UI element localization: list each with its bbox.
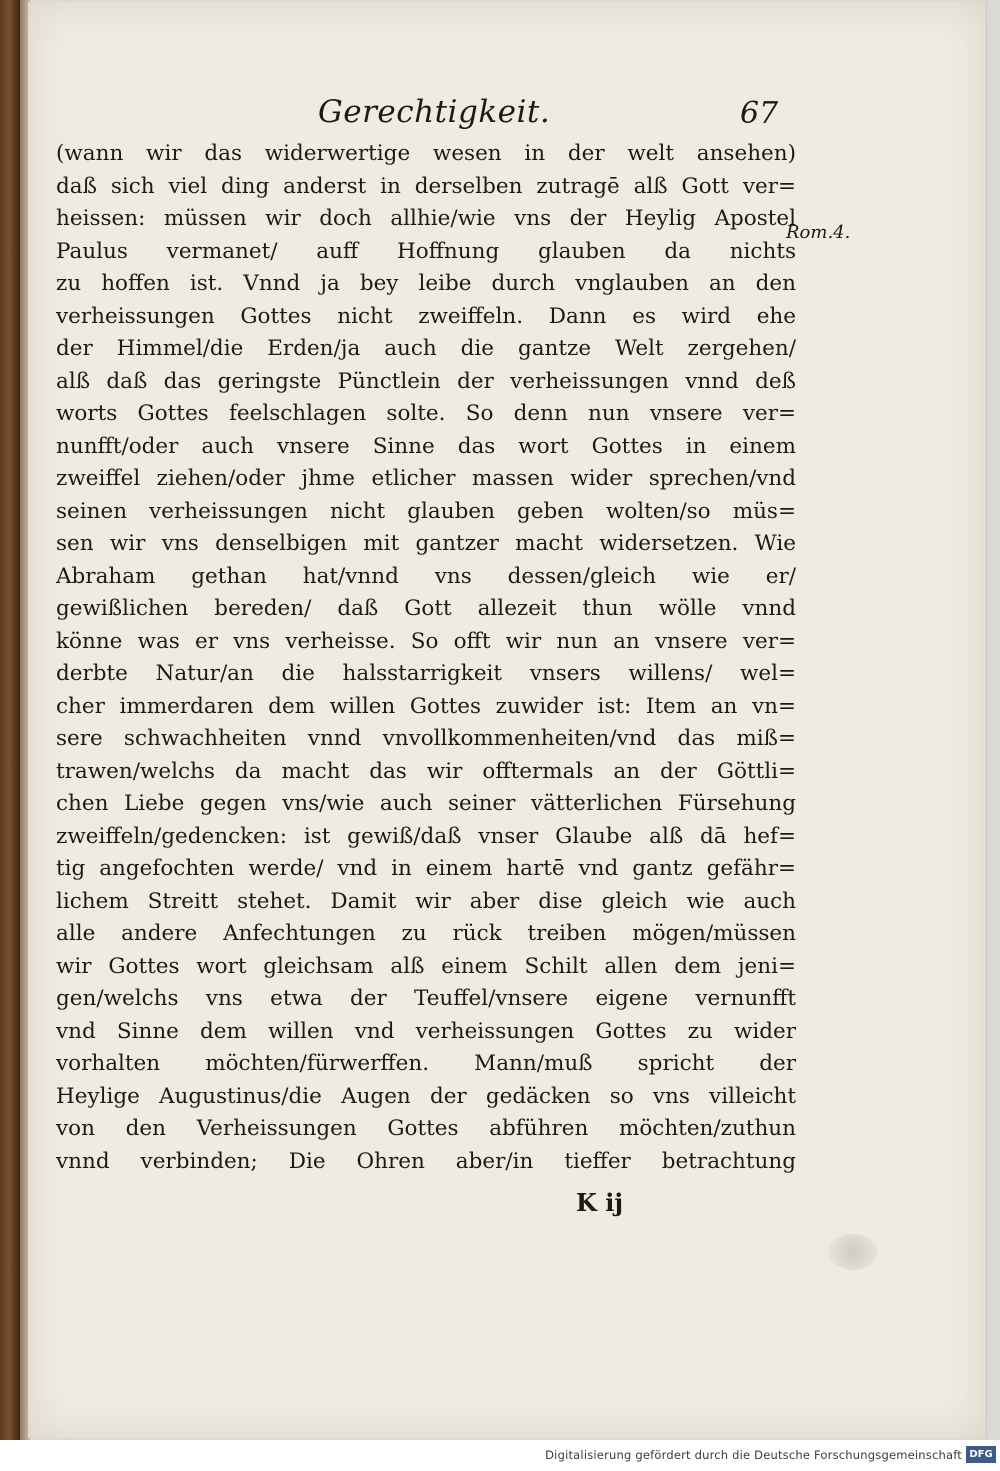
book-page: [28, 2, 987, 1438]
text-line: worts Gottes feelschlagen solte. So denn nun vnsere ver=: [56, 401, 796, 426]
text-line: daß sich viel ding anderst in derselben zutragē alß Gott ver=: [56, 173, 796, 199]
text-line: Heylige Augustinus/die Augen der gedäcken so vns villeicht: [56, 1083, 796, 1109]
text-line: sen wir vns denselbigen mit gantzer macht widersetzen. Wie: [56, 531, 796, 556]
text-line: vnnd verbinden; Die Ohren aber/in tieffer betrachtung: [56, 1148, 796, 1174]
text-line: zu hoffen ist. Vnnd ja bey leibe durch vnglauben an den: [56, 271, 796, 296]
text-line: zweiffeln/gedencken: ist gewiß/daß vnser Glaube alß dā hef=: [56, 823, 796, 849]
running-title: Gerechtigkeit.: [318, 94, 551, 130]
text-line: vnd Sinne dem willen vnd verheissungen Gottes zu wider: [56, 1018, 796, 1044]
text-line: gen/welchs vns etwa der Teuffel/vnsere eigene vernunfft: [56, 986, 796, 1011]
text-line: seinen verheissungen nicht glauben geben wolten/so müs=: [56, 498, 796, 524]
page-number: 67: [740, 96, 779, 131]
text-line: alle andere Anfechtungen zu rück treiben mögen/müssen: [56, 921, 796, 946]
signature-mark: K ij: [576, 1188, 624, 1217]
text-line: von den Verheissungen Gottes abführen möchten/zuthun: [56, 1116, 796, 1141]
paper-stain: [828, 1234, 878, 1270]
text-line: der Himmel/die Erden/ja auch die gantze Welt zergehen/: [56, 336, 796, 361]
book-binding: [0, 0, 20, 1440]
text-line: nunfft/oder auch vnsere Sinne das wort Gottes in einem: [56, 433, 796, 459]
text-line: vorhalten möchten/fürwerffen. Mann/muß spricht der: [56, 1051, 796, 1076]
text-line: cher immerdaren dem willen Gottes zuwider ist: Item an vn=: [56, 693, 796, 719]
text-line: zweiffel ziehen/oder jhme etlicher massen wider sprechen/vnd: [56, 466, 796, 491]
text-line: verheissungen Gottes nicht zweiffeln. Dann es wird ehe: [56, 303, 796, 329]
text-line: heissen: müssen wir doch allhie/wie vns der Heylig Apostel: [56, 206, 796, 231]
text-line: Paulus vermanet/ auff Hoffnung glauben da nichts: [56, 238, 796, 264]
text-line: wir Gottes wort gleichsam alß einem Schilt allen dem jeni=: [56, 953, 796, 979]
body-text: [56, 138, 796, 1178]
footer-bar: [0, 1440, 1000, 1471]
text-line: derbte Natur/an die halsstarrigkeit vnsers willens/ wel=: [56, 661, 796, 686]
text-line: sere schwachheiten vnnd vnvollkommenheiten/vnd das miß=: [56, 726, 796, 751]
text-line: lichem Streitt stehet. Damit wir aber dise gleich wie auch: [56, 888, 796, 914]
text-line: trawen/welchs da macht das wir offtermals an der Göttli=: [56, 758, 796, 784]
text-line: könne was er vns verheisse. So offt wir nun an vnsere ver=: [56, 628, 796, 654]
margin-note: Rom.4.: [786, 222, 851, 243]
text-line: (wann wir das widerwertige wesen in der welt ansehen): [56, 141, 796, 166]
funding-credit: Digitalisierung gefördert durch die Deutsche Forschungsgemeinschaft: [545, 1448, 962, 1462]
text-line: tig angefochten werde/ vnd in einem hartē vnd gantz gefähr=: [56, 856, 796, 881]
text-line: alß daß das geringste Pünctlein der verheissungen vnnd deß: [56, 368, 796, 394]
text-line: chen Liebe gegen vns/wie auch seiner vätterlichen Fürsehung: [56, 791, 796, 816]
dfg-logo: DFG: [966, 1446, 996, 1463]
text-line: Abraham gethan hat/vnnd vns dessen/gleich wie er/: [56, 563, 796, 589]
text-line: gewißlichen bereden/ daß Gott allezeit thun wölle vnnd: [56, 596, 796, 621]
